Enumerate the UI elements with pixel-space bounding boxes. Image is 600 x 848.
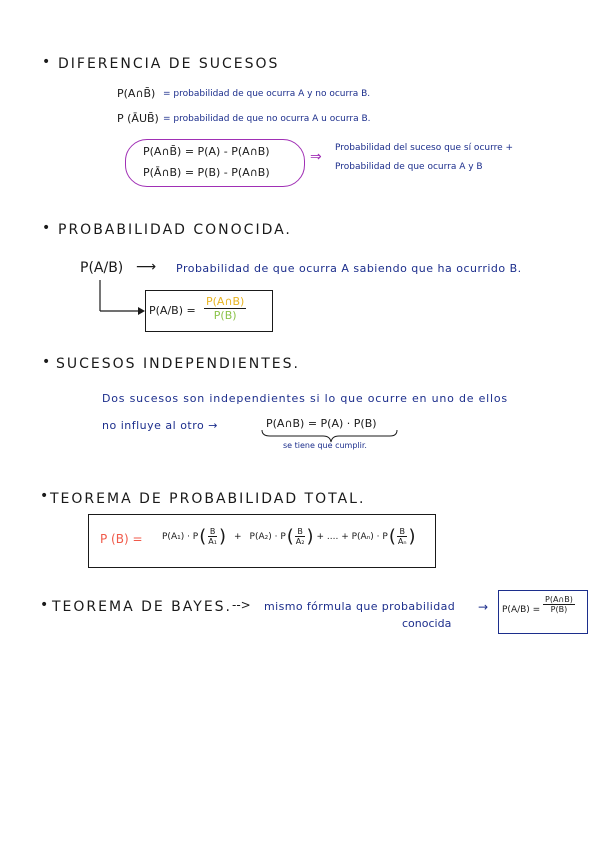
fraction-numerator: P(A∩B) <box>206 295 245 308</box>
term-n-num: B <box>399 527 405 536</box>
bullet-dot: • <box>42 220 51 236</box>
independent-line-1: Dos sucesos son independientes si lo que ocurre en uno de ellos <box>102 392 508 405</box>
fraction-denominator: P(B) <box>213 309 237 322</box>
def1-right: = probabilidad de que ocurra A y no ocurra B. <box>163 89 371 99</box>
heading-total: TEOREMA DE PROBABILIDAD TOTAL. <box>50 491 366 507</box>
bullet-dot: • <box>40 488 49 504</box>
term-1-den: A₁ <box>208 537 217 546</box>
independent-formula: P(A∩B) = P(A) · P(B) <box>266 417 377 430</box>
box-lhs: P(A/B) = <box>149 304 196 317</box>
independent-note: se tiene que cumplir. <box>283 441 367 450</box>
bayes-numerator: P(A∩B) <box>545 595 573 604</box>
bullet-dot: • <box>42 54 51 70</box>
term-n: + .... + P(Aₙ) · P <box>316 531 388 542</box>
note-line-2: Probabilidad de que ocurra A y B <box>335 162 483 172</box>
right-arrow: ⟶ <box>136 259 157 275</box>
dashed-arrow: --> <box>232 598 251 612</box>
heading-bayes: TEOREMA DE BAYES. <box>52 599 233 615</box>
plus-sign: + <box>233 531 242 542</box>
term-1: P(A₁) · P <box>162 531 199 542</box>
implies-arrow: ⇒ <box>310 149 322 165</box>
bayes-arrow: → <box>478 600 489 614</box>
heading-diferencia: DIFERENCIA DE SUCESOS <box>58 56 280 72</box>
term-2: P(A₂) · P <box>249 531 286 542</box>
def1-left: P(A∩B̄) <box>117 87 156 100</box>
term-2-den: A₂ <box>295 537 305 546</box>
heading-conocida: PROBABILIDAD CONOCIDA. <box>58 222 292 238</box>
bullet-dot: • <box>42 354 51 370</box>
formula-1: P(A∩B̄) = P(A) - P(A∩B) <box>143 145 270 158</box>
independent-line-2: no influye al otro → <box>102 419 218 432</box>
def2-left: P (ĀUB̄) <box>117 112 159 125</box>
term-n-den: Aₙ <box>397 537 407 546</box>
bayes-text-1: mismo fórmula que probabilidad <box>264 600 456 613</box>
term-1-num: B <box>209 527 216 536</box>
bayes-lhs: P(A/B) = <box>502 605 541 615</box>
bayes-denominator: P(B) <box>550 605 568 614</box>
bayes-fraction <box>543 594 575 614</box>
note-line-1: Probabilidad del suceso que sí ocurre + <box>335 143 514 153</box>
def2-right: = probabilidad de que no ocurra A u ocurra B. <box>163 114 371 124</box>
bullet-dot: • <box>40 597 49 613</box>
term-2-num: B <box>297 527 303 536</box>
conditional-notation: P(A/B) <box>80 260 124 276</box>
total-rhs: P(A₁) · P ( $\frac{B}{\text{A₁}}$ ) + P(A₂) · P ( $\frac{B}{\text{A₂}}$ ) + .... + P(Aₙ) · P ( $\frac{B}{\text{Aₙ}}$ ) <box>162 526 416 547</box>
formula-2: P(Ā∩B) = P(B) - P(A∩B) <box>143 166 270 179</box>
heading-independientes: SUCESOS INDEPENDIENTES. <box>56 356 300 372</box>
total-lhs: P (B) = <box>100 532 143 546</box>
bayes-text-2: conocida <box>402 617 452 630</box>
conditional-description: Probabilidad de que ocurra A sabiendo que ha ocurrido B. <box>176 262 522 275</box>
